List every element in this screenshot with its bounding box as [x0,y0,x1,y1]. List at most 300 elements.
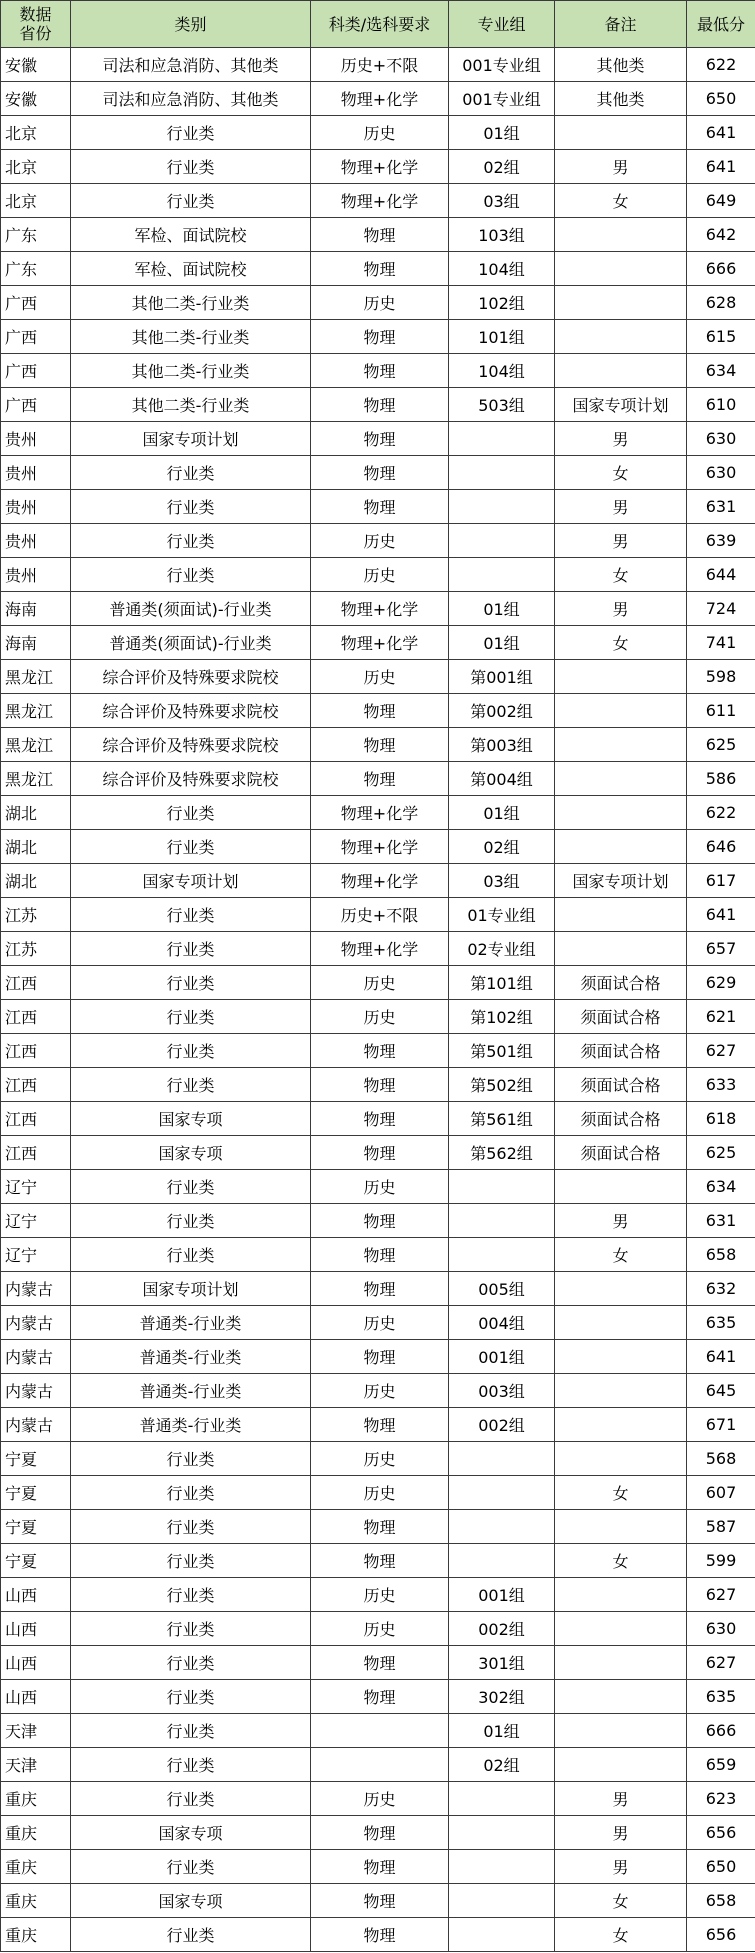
cell-score: 658 [687,1884,755,1918]
cell-province: 湖北 [1,864,71,898]
cell-province: 山西 [1,1578,71,1612]
table-row [1,1646,755,1680]
cell-province: 广西 [1,388,71,422]
table-row [1,626,755,660]
cell-province: 北京 [1,150,71,184]
cell-province: 海南 [1,626,71,660]
cell-category: 行业类 [71,1918,311,1952]
cell-subject: 物理 [311,388,449,422]
table-row [1,830,755,864]
cell-note: 男 [555,524,687,558]
cell-note: 其他类 [555,82,687,116]
cell-score: 641 [687,898,755,932]
cell-score: 635 [687,1306,755,1340]
cell-score: 646 [687,830,755,864]
header-category: 类别 [71,1,311,48]
cell-score: 599 [687,1544,755,1578]
table-row [1,1850,755,1884]
cell-category: 行业类 [71,1170,311,1204]
cell-group: 001组 [449,1340,555,1374]
cell-note [555,1170,687,1204]
cell-score: 617 [687,864,755,898]
table-row [1,660,755,694]
table-row [1,1476,755,1510]
cell-group: 001专业组 [449,48,555,82]
cell-province: 重庆 [1,1816,71,1850]
cell-subject: 历史 [311,1476,449,1510]
cell-note [555,1714,687,1748]
cell-score: 741 [687,626,755,660]
cell-note [555,1374,687,1408]
cell-score: 639 [687,524,755,558]
cell-category: 行业类 [71,116,311,150]
cell-group [449,1170,555,1204]
cell-subject: 物理 [311,1884,449,1918]
cell-category: 普通类(须面试)-行业类 [71,626,311,660]
cell-note: 女 [555,626,687,660]
header-score: 最低分 [687,1,755,48]
header-row [1,1,755,48]
cell-score: 632 [687,1272,755,1306]
cell-category: 行业类 [71,1544,311,1578]
table-row [1,1000,755,1034]
cell-note [555,1680,687,1714]
cell-subject: 物理 [311,1408,449,1442]
table-row [1,1782,755,1816]
table-row [1,762,755,796]
table-row [1,116,755,150]
cell-group: 第502组 [449,1068,555,1102]
table-row [1,592,755,626]
table-row [1,1306,755,1340]
cell-group: 002组 [449,1612,555,1646]
cell-subject: 物理 [311,456,449,490]
cell-province: 宁夏 [1,1442,71,1476]
cell-province: 内蒙古 [1,1374,71,1408]
cell-score: 622 [687,48,755,82]
cell-category: 行业类 [71,1238,311,1272]
cell-province: 江苏 [1,932,71,966]
cell-group: 002组 [449,1408,555,1442]
cell-category: 行业类 [71,1680,311,1714]
cell-subject: 物理+化学 [311,864,449,898]
cell-category: 国家专项 [71,1884,311,1918]
cell-category: 行业类 [71,150,311,184]
cell-category: 行业类 [71,1034,311,1068]
cell-province: 广西 [1,320,71,354]
cell-province: 辽宁 [1,1238,71,1272]
cell-group: 第501组 [449,1034,555,1068]
cell-note [555,354,687,388]
cell-group: 02组 [449,150,555,184]
cell-score: 634 [687,354,755,388]
cell-group: 01组 [449,592,555,626]
cell-province: 黑龙江 [1,762,71,796]
table-row [1,1272,755,1306]
cell-score: 666 [687,1714,755,1748]
cell-category: 行业类 [71,1850,311,1884]
cell-province: 重庆 [1,1884,71,1918]
cell-note [555,1646,687,1680]
cell-score: 629 [687,966,755,1000]
cell-subject: 历史 [311,1578,449,1612]
cell-note: 须面试合格 [555,966,687,1000]
cell-group: 004组 [449,1306,555,1340]
cell-category: 行业类 [71,524,311,558]
cell-province: 贵州 [1,422,71,456]
table-row [1,1578,755,1612]
cell-category: 行业类 [71,1510,311,1544]
cell-note: 须面试合格 [555,1102,687,1136]
cell-category: 行业类 [71,1714,311,1748]
cell-category: 其他二类-行业类 [71,388,311,422]
cell-score: 615 [687,320,755,354]
cell-subject: 历史 [311,1170,449,1204]
cell-subject: 历史 [311,1442,449,1476]
cell-province: 江西 [1,1034,71,1068]
cell-group: 第561组 [449,1102,555,1136]
cell-category: 综合评价及特殊要求院校 [71,660,311,694]
cell-subject: 历史 [311,1374,449,1408]
cell-category: 行业类 [71,1782,311,1816]
cell-province: 江西 [1,1000,71,1034]
cell-subject [311,1748,449,1782]
cell-note [555,1748,687,1782]
header-province [1,1,71,48]
cell-category: 行业类 [71,1748,311,1782]
cell-category: 行业类 [71,1068,311,1102]
cell-group [449,1850,555,1884]
table-row [1,1136,755,1170]
cell-score: 630 [687,456,755,490]
cell-group [449,456,555,490]
cell-category: 行业类 [71,558,311,592]
cell-category: 行业类 [71,932,311,966]
cell-score: 649 [687,184,755,218]
cell-score: 656 [687,1816,755,1850]
cell-score: 633 [687,1068,755,1102]
cell-note [555,1510,687,1544]
cell-province: 江西 [1,1068,71,1102]
cell-subject: 物理 [311,1850,449,1884]
table-row [1,320,755,354]
cell-note: 男 [555,422,687,456]
cell-note: 男 [555,592,687,626]
cell-category: 军检、面试院校 [71,252,311,286]
cell-category: 国家专项 [71,1102,311,1136]
cell-group: 01组 [449,796,555,830]
cell-note: 须面试合格 [555,1068,687,1102]
cell-score: 635 [687,1680,755,1714]
cell-subject: 物理 [311,1272,449,1306]
cell-score: 658 [687,1238,755,1272]
cell-subject: 历史 [311,558,449,592]
cell-note [555,830,687,864]
cell-subject: 物理 [311,728,449,762]
cell-subject: 物理+化学 [311,796,449,830]
cell-group: 102组 [449,286,555,320]
cell-group [449,1476,555,1510]
cell-group: 第102组 [449,1000,555,1034]
cell-group: 003组 [449,1374,555,1408]
cell-note [555,1272,687,1306]
cell-group [449,1918,555,1952]
cell-score: 666 [687,252,755,286]
cell-province: 广东 [1,218,71,252]
cell-subject: 物理+化学 [311,626,449,660]
table-row [1,1816,755,1850]
cell-note [555,660,687,694]
cell-note: 女 [555,1476,687,1510]
table-row [1,1442,755,1476]
cell-score: 630 [687,1612,755,1646]
cell-group: 01组 [449,116,555,150]
cell-category: 普通类(须面试)-行业类 [71,592,311,626]
cell-group: 301组 [449,1646,555,1680]
cell-group: 503组 [449,388,555,422]
cell-group [449,1816,555,1850]
table-row [1,1918,755,1952]
cell-note [555,762,687,796]
cell-category: 行业类 [71,830,311,864]
cell-group: 01专业组 [449,898,555,932]
cell-province: 宁夏 [1,1476,71,1510]
cell-score: 610 [687,388,755,422]
cell-province: 江西 [1,966,71,1000]
cell-category: 军检、面试院校 [71,218,311,252]
cell-note: 女 [555,184,687,218]
table-row [1,558,755,592]
cell-score: 641 [687,150,755,184]
table-row [1,1612,755,1646]
cell-category: 行业类 [71,1476,311,1510]
cell-note [555,1578,687,1612]
cell-score: 627 [687,1034,755,1068]
cell-category: 普通类-行业类 [71,1340,311,1374]
table-row [1,1068,755,1102]
cell-score: 627 [687,1646,755,1680]
cell-score: 618 [687,1102,755,1136]
cell-group: 第101组 [449,966,555,1000]
cell-subject: 历史+不限 [311,48,449,82]
cell-group: 第562组 [449,1136,555,1170]
cell-province: 内蒙古 [1,1408,71,1442]
cell-score: 656 [687,1918,755,1952]
table-body [1,48,755,1952]
cell-score: 587 [687,1510,755,1544]
cell-group: 第004组 [449,762,555,796]
cell-subject: 物理 [311,1068,449,1102]
cell-subject: 历史 [311,966,449,1000]
table-row [1,1374,755,1408]
cell-score: 631 [687,490,755,524]
cell-note [555,1612,687,1646]
cell-category: 行业类 [71,1442,311,1476]
cell-province: 山西 [1,1612,71,1646]
cell-province: 辽宁 [1,1170,71,1204]
cell-note: 女 [555,1544,687,1578]
cell-category: 行业类 [71,490,311,524]
cell-score: 642 [687,218,755,252]
cell-note: 女 [555,558,687,592]
cell-note: 国家专项计划 [555,864,687,898]
cell-group [449,1238,555,1272]
cell-province: 广东 [1,252,71,286]
cell-group [449,1544,555,1578]
cell-province: 天津 [1,1748,71,1782]
cell-category: 综合评价及特殊要求院校 [71,762,311,796]
cell-category: 其他二类-行业类 [71,286,311,320]
cell-subject: 物理+化学 [311,830,449,864]
cell-province: 安徽 [1,82,71,116]
cell-category: 国家专项计划 [71,864,311,898]
cell-group: 第001组 [449,660,555,694]
table-row [1,286,755,320]
cell-province: 江西 [1,1136,71,1170]
cell-score: 634 [687,1170,755,1204]
cell-province: 广西 [1,354,71,388]
cell-province: 海南 [1,592,71,626]
cell-score: 586 [687,762,755,796]
cell-category: 国家专项计划 [71,422,311,456]
cell-category: 普通类-行业类 [71,1306,311,1340]
cell-subject: 物理 [311,1340,449,1374]
cell-category: 其他二类-行业类 [71,320,311,354]
table-row [1,932,755,966]
cell-note [555,286,687,320]
cell-note: 女 [555,456,687,490]
cell-subject: 物理+化学 [311,150,449,184]
table-row [1,218,755,252]
cell-subject: 历史 [311,660,449,694]
cell-subject: 历史+不限 [311,898,449,932]
cell-note [555,796,687,830]
cell-province: 湖北 [1,796,71,830]
cell-subject: 物理 [311,1204,449,1238]
cell-score: 607 [687,1476,755,1510]
cell-category: 司法和应急消防、其他类 [71,48,311,82]
cell-score: 650 [687,1850,755,1884]
cell-category: 行业类 [71,1612,311,1646]
cell-province: 内蒙古 [1,1340,71,1374]
cell-province: 黑龙江 [1,660,71,694]
cell-subject: 物理+化学 [311,592,449,626]
cell-province: 重庆 [1,1782,71,1816]
cell-subject: 物理 [311,252,449,286]
cell-score: 627 [687,1578,755,1612]
cell-score: 630 [687,422,755,456]
cell-province: 贵州 [1,456,71,490]
table-row [1,1714,755,1748]
cell-subject: 物理 [311,1136,449,1170]
cell-province: 天津 [1,1714,71,1748]
cell-note: 国家专项计划 [555,388,687,422]
table-row [1,524,755,558]
cell-subject: 物理 [311,1102,449,1136]
cell-province: 贵州 [1,558,71,592]
cell-category: 行业类 [71,898,311,932]
table-row [1,1170,755,1204]
cell-group [449,1204,555,1238]
table-row [1,490,755,524]
table-row [1,898,755,932]
cell-category: 普通类-行业类 [71,1408,311,1442]
cell-province: 重庆 [1,1918,71,1952]
cell-province: 江苏 [1,898,71,932]
cell-subject: 历史 [311,1306,449,1340]
cell-province: 山西 [1,1646,71,1680]
table-row [1,456,755,490]
table-row [1,1748,755,1782]
cell-subject: 物理+化学 [311,932,449,966]
cell-note [555,252,687,286]
cell-group: 01组 [449,626,555,660]
cell-subject: 物理 [311,694,449,728]
cell-group: 001专业组 [449,82,555,116]
cell-province: 贵州 [1,490,71,524]
table-row [1,82,755,116]
table-row [1,796,755,830]
cell-group: 01组 [449,1714,555,1748]
cell-subject: 物理 [311,762,449,796]
cell-score: 644 [687,558,755,592]
cell-subject: 物理 [311,320,449,354]
cell-subject: 物理 [311,1544,449,1578]
table-row [1,1680,755,1714]
cell-group: 001组 [449,1578,555,1612]
cell-subject: 物理 [311,1510,449,1544]
header-subject: 科类/选科要求 [311,1,449,48]
table-row [1,354,755,388]
cell-score: 645 [687,1374,755,1408]
cell-note: 男 [555,1816,687,1850]
cell-group [449,490,555,524]
cell-category: 国家专项 [71,1136,311,1170]
cell-note: 须面试合格 [555,1034,687,1068]
cell-group [449,524,555,558]
cell-note: 女 [555,1884,687,1918]
cell-note: 其他类 [555,48,687,82]
cell-note [555,1442,687,1476]
cell-note [555,116,687,150]
cell-score: 625 [687,1136,755,1170]
cell-province: 安徽 [1,48,71,82]
cell-province: 辽宁 [1,1204,71,1238]
table-row [1,1340,755,1374]
cell-group: 第003组 [449,728,555,762]
cell-score: 568 [687,1442,755,1476]
cell-category: 行业类 [71,1204,311,1238]
cell-subject [311,1714,449,1748]
cell-subject: 物理 [311,1816,449,1850]
cell-category: 行业类 [71,456,311,490]
cell-note [555,1408,687,1442]
cell-subject: 历史 [311,1782,449,1816]
table-row [1,1102,755,1136]
cell-category: 司法和应急消防、其他类 [71,82,311,116]
table-row [1,1204,755,1238]
cell-province: 内蒙古 [1,1306,71,1340]
cell-category: 其他二类-行业类 [71,354,311,388]
cell-group: 104组 [449,354,555,388]
header-province-line2: 省份 [19,24,52,43]
cell-province: 山西 [1,1680,71,1714]
cell-group: 第002组 [449,694,555,728]
cell-category: 行业类 [71,184,311,218]
cell-group: 103组 [449,218,555,252]
cell-subject: 物理 [311,1646,449,1680]
cell-province: 北京 [1,184,71,218]
